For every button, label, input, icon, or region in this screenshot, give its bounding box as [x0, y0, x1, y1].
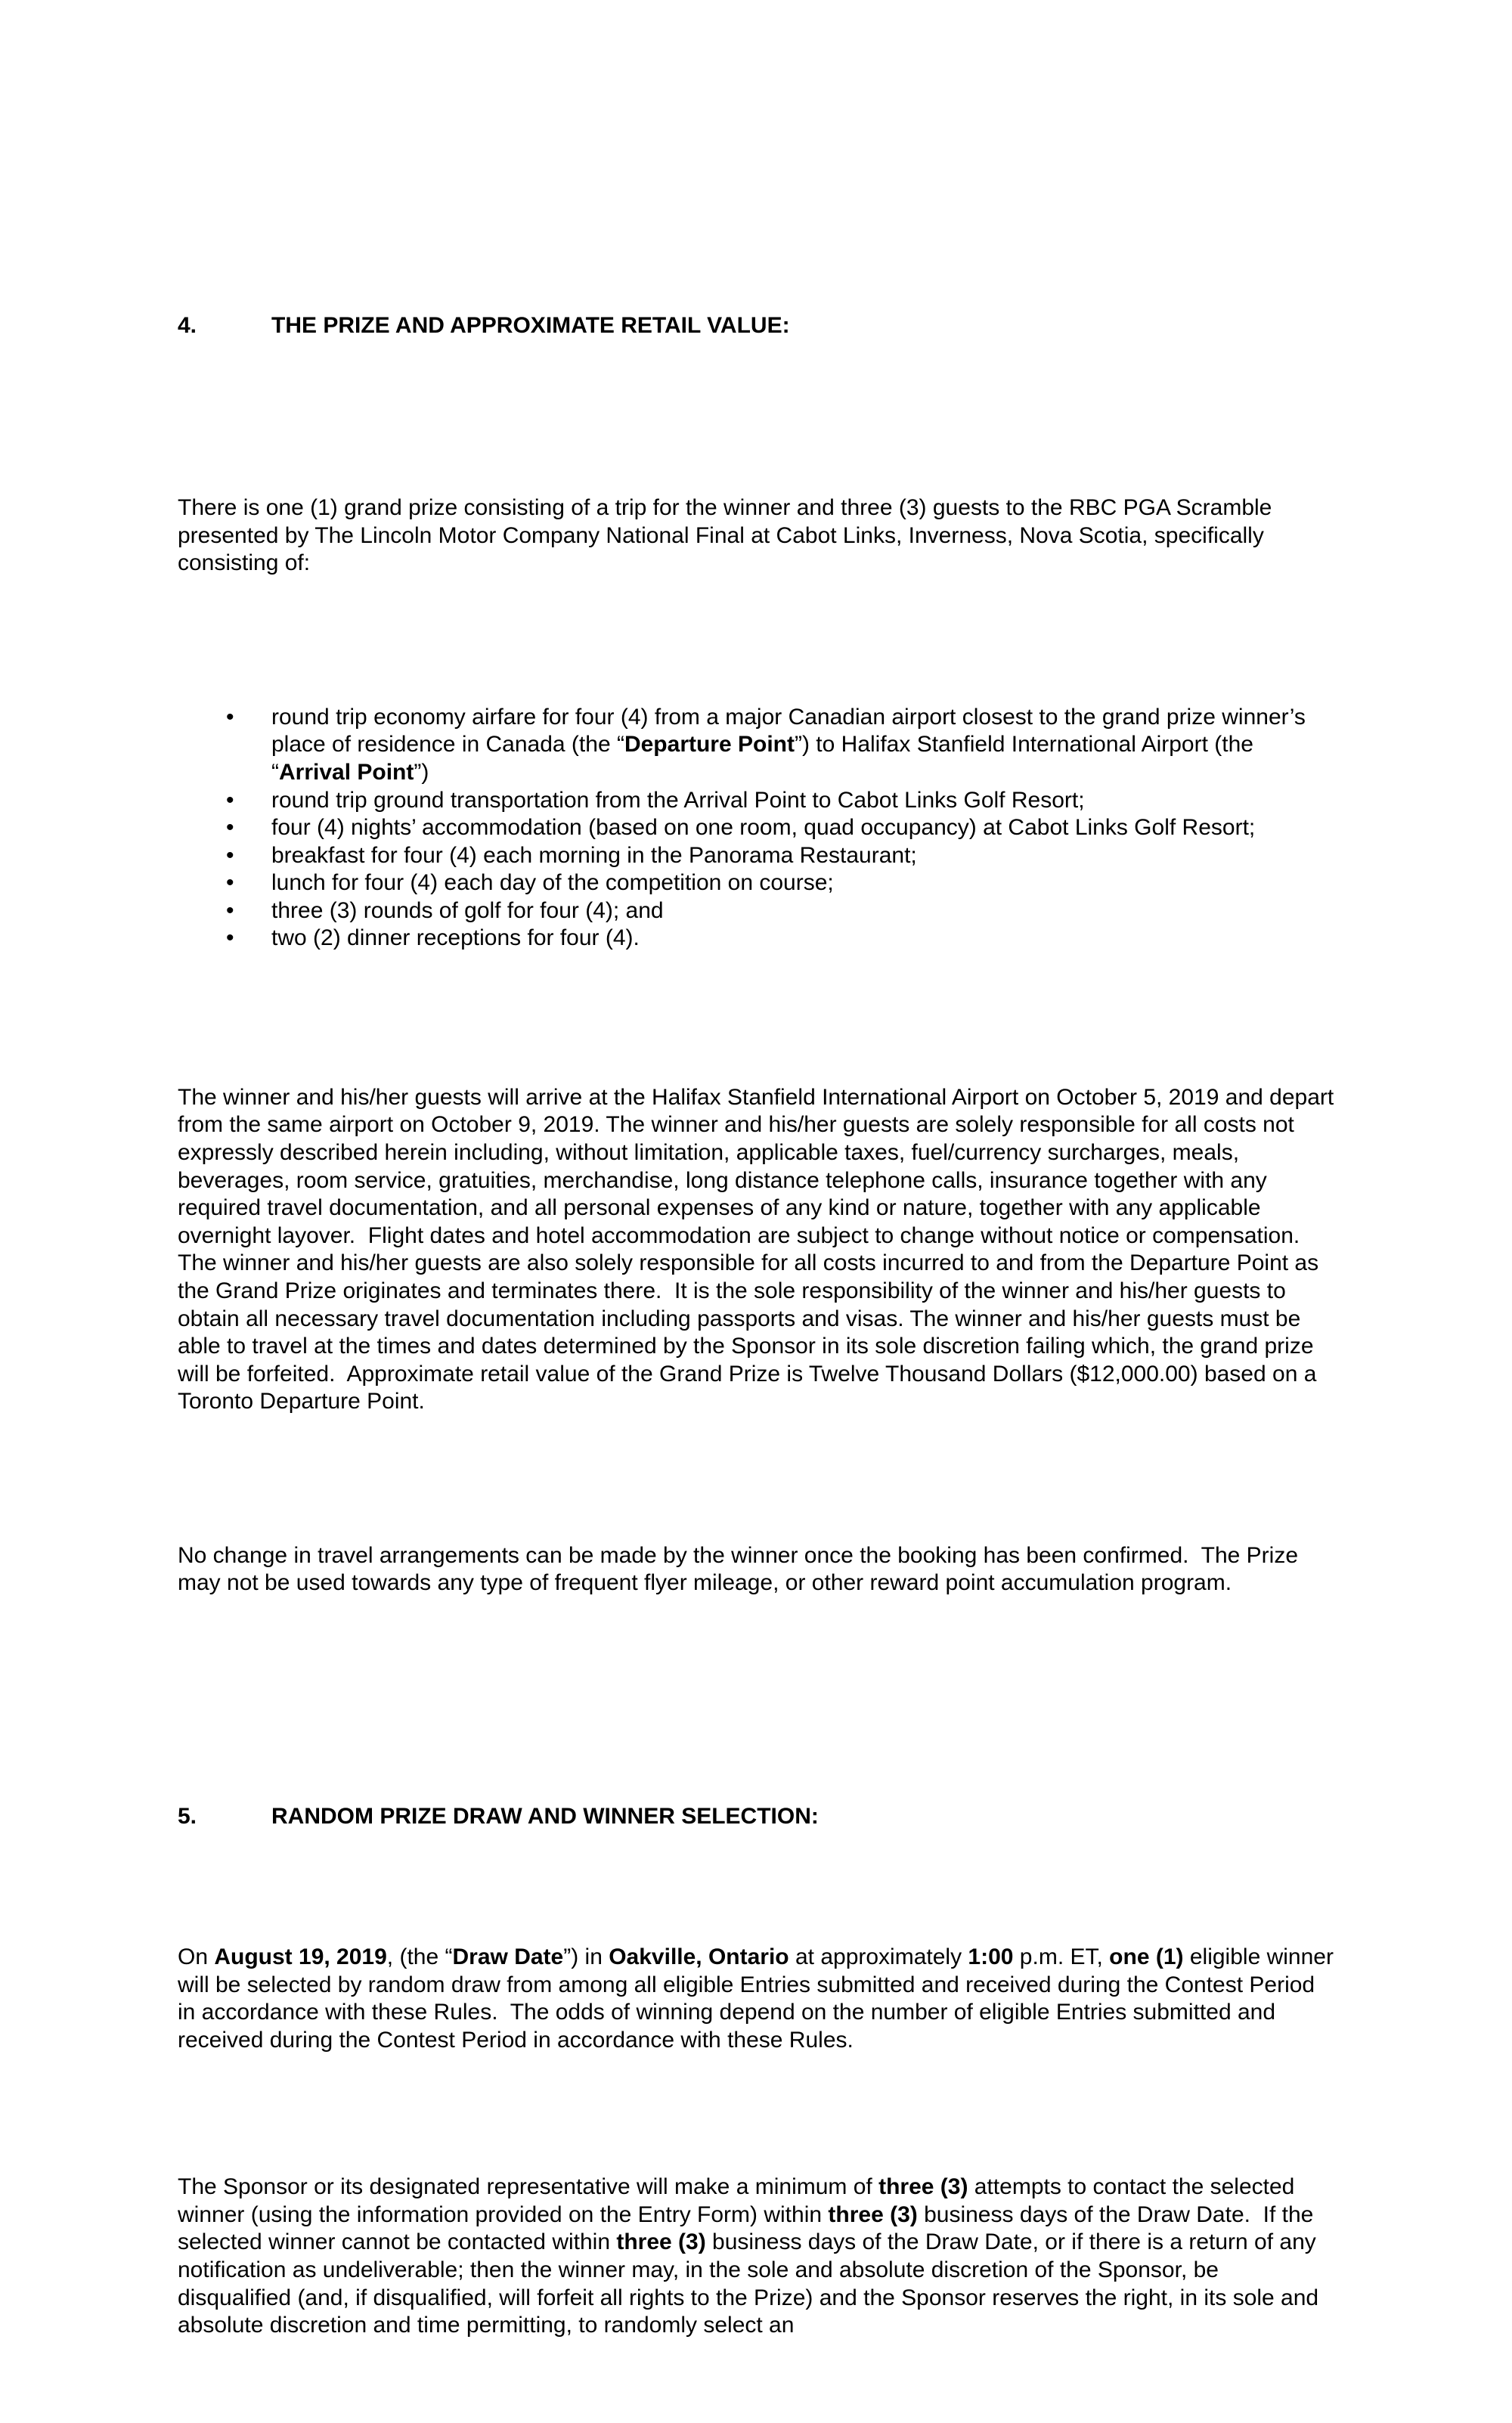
bullet-item: • lunch for four (4) each day of the competition on course;	[271, 869, 1338, 897]
section-4-number: 4.	[178, 312, 197, 338]
section-5-heading	[178, 1803, 1338, 1831]
no-change-paragraph: No change in travel arrangements can be made by the winner once the booking has been confirmed. The Prize may not be used towards any type of frequent flyer mileage, or other reward point accumulation program.	[178, 1542, 1305, 1596]
bullet-item: • three (3) rounds of golf for four (4); and	[271, 897, 1338, 925]
section-5-title: RANDOM PRIZE DRAW AND WINNER SELECTION:	[271, 1803, 819, 1829]
bullet-item: • breakfast for four (4) each morning in the Panorama Restaurant;	[271, 842, 1338, 870]
draw-date-paragraph: On August 19, 2019, (the “Draw Date”) in Oakville, Ontario at approximately 1:00 p.m. ET, one (1) eligible winner will be selected by random draw from among all eligible Entries submitted and received during the Contest Period in accordance with these Rules. The odds of winning depend on the number of eligible Entries submitted and received during the Contest Period in accordance with these Rules.	[178, 1944, 1340, 2053]
travel-details-paragraph: The winner and his/her guests will arrive at the Halifax Stanfield International Airport on October 5, 2019 and depart from the same airport on October 9, 2019. The winner and his/her guests are solely responsible for all costs not expressly described herein including, without limitation, applicable taxes, fuel/currency surcharges, meals, beverages, room service, gratuities, merchandise, long distance telephone calls, insurance together with any required travel documentation, and all personal expenses of any kind or nature, together with any applicable overnight layover. Flight dates and hotel accommodation are subject to change without notice or compensation. The winner and his/her guests are also solely responsible for all costs incurred to and from the Departure Point as the Grand Prize originates and terminates there. It is the sole responsibility of the winner and his/her guests to obtain all necessary travel documentation including passports and visas. The winner and his/her guests must be able to travel at the times and dates determined by the Sponsor in its sole discretion failing which, the grand prize will be forfeited. Approximate retail value of the Grand Prize is Twelve Thousand Dollars ($12,000.00) based on a Toronto Departure Point.	[178, 1084, 1340, 1414]
winner-contact-paragraph: The Sponsor or its designated representative will make a minimum of three (3) attempts to contact the selected winner (using the information provided on the Entry Form) within three (3) business days of the Draw Date. If the selected winner cannot be contacted within three (3) business days of the Draw Date, or if there is a return of any notification as undeliverable; then the winner may, in the sole and absolute discretion of the Sponsor, be disqualified (and, if disqualified, will forfeit all rights to the Prize) and the Sponsor reserves the right, in its sole and absolute discretion and time permitting, to randomly select an	[178, 2174, 1325, 2338]
prize-intro-paragraph: There is one (1) grand prize consisting of a trip for the winner and three (3) guests to the RBC PGA Scramble presented by The Lincoln Motor Company National Final at Cabot Links, Inverness, Nova Scotia, specifically consisting of:	[178, 495, 1278, 576]
bullet-item: • round trip economy airfare for four (4) from a major Canadian airport closest to the grand prize winner’s place of residence in Canada (the “Departure Point”) to Halifax Stanfield International Airport (the “Arrival Point”)	[271, 704, 1338, 787]
section-4-heading	[178, 312, 1338, 340]
prize-components-list	[178, 704, 1338, 953]
section-4-title: THE PRIZE AND APPROXIMATE RETAIL VALUE:	[271, 312, 790, 338]
bullet-item: • four (4) nights’ accommodation (based on one room, quad occupancy) at Cabot Links Golf Resort;	[271, 814, 1338, 842]
bullet-item: • two (2) dinner receptions for four (4).	[271, 925, 1338, 953]
bullet-item: • round trip ground transportation from the Arrival Point to Cabot Links Golf Resort;	[271, 787, 1338, 815]
section-5-number: 5.	[178, 1803, 197, 1829]
